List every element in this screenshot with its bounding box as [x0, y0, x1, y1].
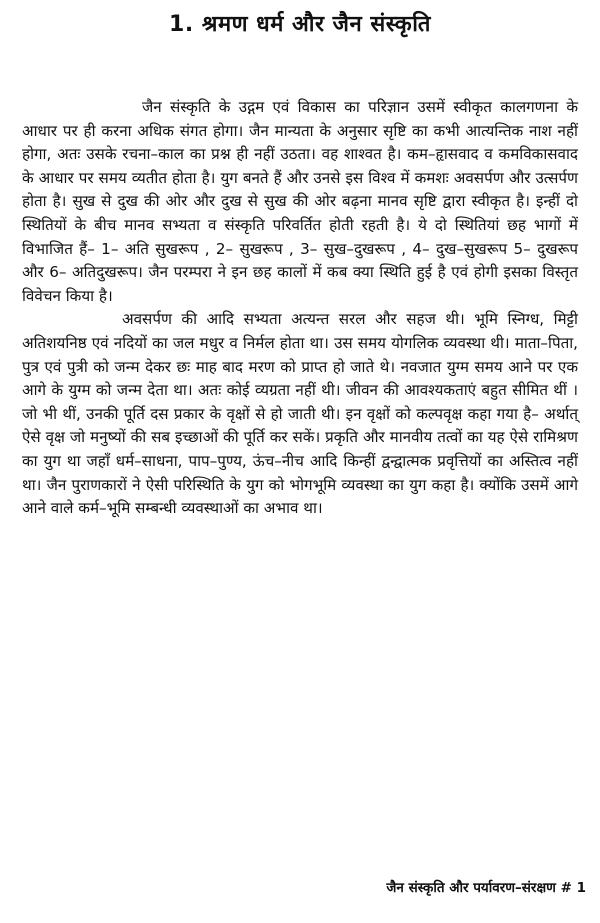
paragraph-2: अवसर्पण की आदि सभ्यता अत्यन्त सरल और सहज थी। भूमि स्निग्ध, मिट्टी अतिशयनिष्ठ एवं नदियों का जल मधुर व निर्मल होता था। उस समय योगलिक व्यवस्था थी। माता–पिता, पुत्र एवं पुत्री को जन्म देकर छः माह बाद मरण को प्राप्त हो जाते थे। नवजात युग्म समय आने पर एक आगे के युग्म को जन्म देता था। अतः कोई व्यग्रता नहीं थी। जीवन की आवश्यकताएं बहुत सीमित थीं । जो भी थीं, उनकी पूर्ति दस प्रकार के वृक्षों से हो जाती थी। इन वृक्षों को कल्पवृक्ष कहा गया है– अर्थात् ऐसे वृक्ष जो मनुष्यों की सब इच्छाओं की पूर्ति कर सकें। प्रकृति और मानवीय तत्वों का यह ऐसे रामिश्रण का युग था जहाँ धर्म–साधना, पाप–पुण्य, ऊंच–नीच आदि किन्हीं द्वन्द्वात्मक प्रवृत्तियों का अस्तित्व नहीं था। जैन पुराणकारों ने ऐसी परिस्थिति के युग को भोगभूमि व्यवस्था का युग कहा है। क्योंकि उसमें आगे आने वाले कर्म–भूमि सम्बन्धी व्यवस्थाओं का अभाव था। [22, 310, 578, 518]
paragraph-1: जैन संस्कृति के उद्गम एवं विकास का परिज्ञान उसमें स्वीकृत कालगणना के आधार पर ही करना अधिक संगत होगा। जैन मान्यता के अनुसार सृष्टि का कभी आत्यन्तिक नाश नहीं होगा, अतः उसके रचना–काल का प्रश्न ही नहीं उठता। वह शाश्वत है। कम–हृासवाद व कमविकासवाद के आधार पर समय व्यतीत होता है। युग बनते हैं और उनसे इस विश्व में कमशः अवसर्पण और उत्सर्पण होता है। सुख से दुख की ओर और दुख से सुख की ओर बढ़ना मानव सृष्टि द्वारा स्वीकृत है। इन्हीं दो स्थितियों के बीच मानव सभ्यता व संस्कृति परिवर्तित होती रहती है। ये दो स्थितियां छह भागों में विभाजित हैं– 1– अति सुखरूप , 2– सुखरूप , 3– सुख–दुखरूप , 4– दुख–सुखरूप 5– दुखरूप और 6– अतिदुखरूप। जैन परम्परा ने इन छह कालों में कब क्या स्थिति हुई है एवं होगी इसका विस्तृत विवेचन किया है। [22, 98, 578, 305]
body-text [22, 96, 578, 521]
page-footer: जैन संस्कृति और पर्यावरण–संरक्षण # 1 [386, 880, 586, 896]
chapter-title: 1. श्रमण धर्म और जैन संस्कृति [169, 12, 431, 37]
